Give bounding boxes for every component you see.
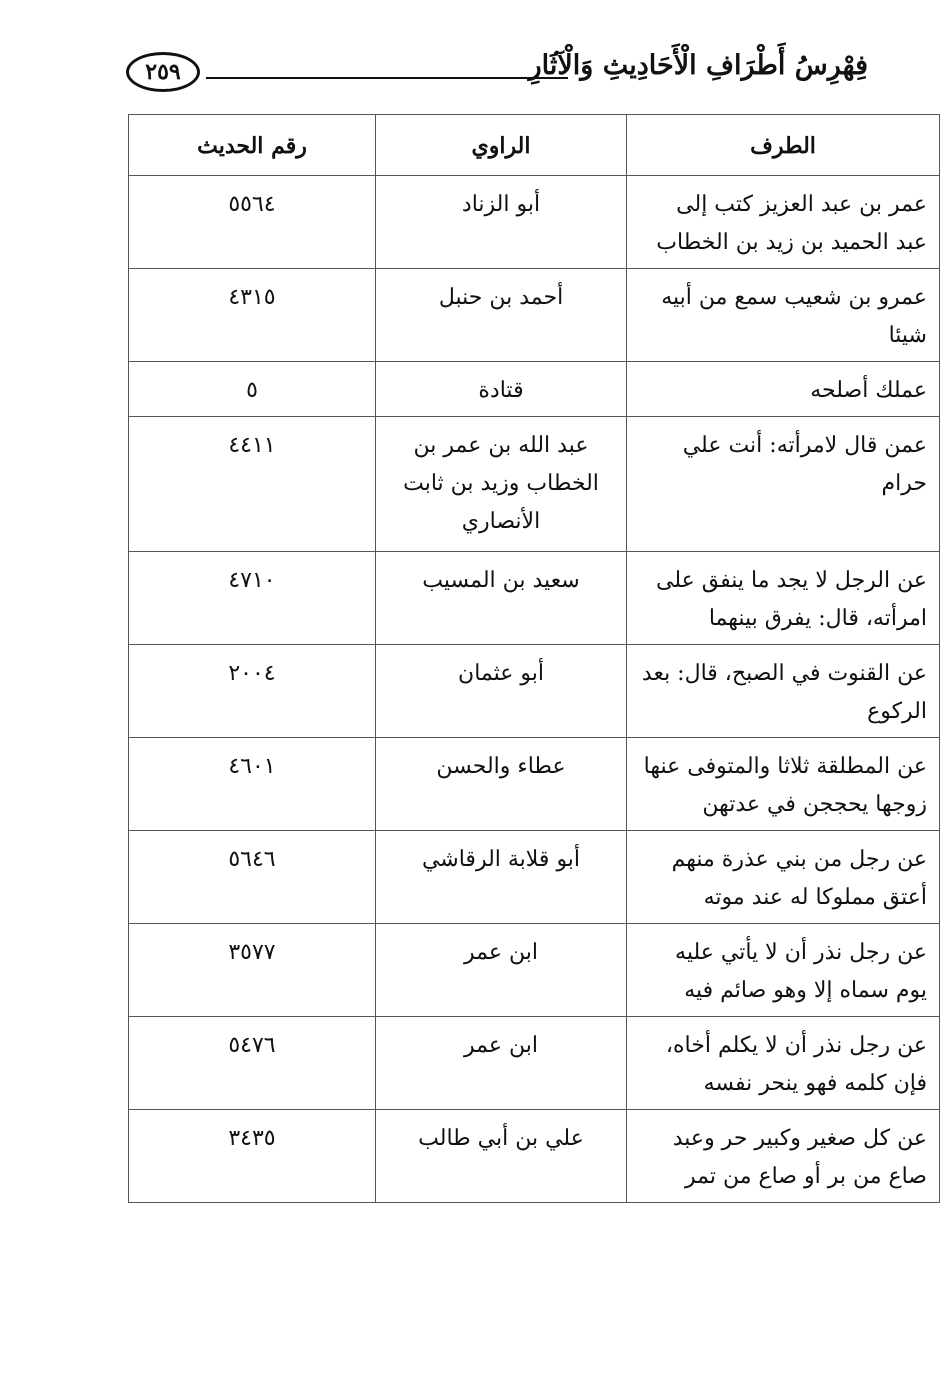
table-row — [129, 269, 940, 362]
taraf-cell: عملك أصلحه — [627, 362, 940, 417]
rawi-cell: عطاء والحسن — [376, 738, 627, 831]
page-title: فِهْرِسُ أَطْرَافِ الْأَحَادِيثِ وَالْآثَارِ — [528, 50, 868, 81]
number-cell: ٤٦٠١ — [129, 738, 376, 831]
table-row — [129, 362, 940, 417]
number-cell: ٤٣١٥ — [129, 269, 376, 362]
table-row — [129, 1017, 940, 1110]
table-header-row — [129, 115, 940, 176]
rawi-cell: ابن عمر — [376, 924, 627, 1017]
rawi-cell: عبد الله بن عمر بن الخطاب وزيد بن ثابت الأنصاري — [376, 417, 627, 552]
table-row — [129, 738, 940, 831]
table-row — [129, 552, 940, 645]
table-row — [129, 176, 940, 269]
page-number: ٢٥٩ — [145, 59, 181, 85]
taraf-cell: عن كل صغير وكبير حر وعبد صاع من بر أو صاع من تمر — [627, 1110, 940, 1203]
page-number-badge — [126, 52, 200, 92]
taraf-cell: عمن قال لامرأته: أنت علي حرام — [627, 417, 940, 552]
taraf-cell: عن المطلقة ثلاثا والمتوفى عنها زوجها يحججن في عدتهن — [627, 738, 940, 831]
taraf-cell: عن القنوت في الصبح، قال: بعد الركوع — [627, 645, 940, 738]
taraf-cell: عمر بن عبد العزيز كتب إلى عبد الحميد بن زيد بن الخطاب — [627, 176, 940, 269]
table-row — [129, 831, 940, 924]
rawi-cell: قتادة — [376, 362, 627, 417]
table-row — [129, 1110, 940, 1203]
column-header-number: رقم الحديث — [129, 115, 376, 176]
taraf-cell: عمرو بن شعيب سمع من أبيه شيئا — [627, 269, 940, 362]
number-cell: ٥ — [129, 362, 376, 417]
rawi-cell: ابن عمر — [376, 1017, 627, 1110]
number-cell: ٥٦٤٦ — [129, 831, 376, 924]
table-row — [129, 645, 940, 738]
rawi-cell: سعيد بن المسيب — [376, 552, 627, 645]
table-row — [129, 924, 940, 1017]
number-cell: ٤٤١١ — [129, 417, 376, 552]
taraf-cell: عن الرجل لا يجد ما ينفق على امرأته، قال: يفرق بينهما — [627, 552, 940, 645]
column-header-taraf: الطرف — [627, 115, 940, 176]
table-row — [129, 417, 940, 552]
hadith-index-table — [128, 114, 940, 1203]
number-cell: ٤٧١٠ — [129, 552, 376, 645]
number-cell: ٣٥٧٧ — [129, 924, 376, 1017]
rawi-cell: أحمد بن حنبل — [376, 269, 627, 362]
number-cell: ٥٥٦٤ — [129, 176, 376, 269]
column-header-rawi: الراوي — [376, 115, 627, 176]
rawi-cell: أبو قلابة الرقاشي — [376, 831, 627, 924]
number-cell: ٥٤٧٦ — [129, 1017, 376, 1110]
number-cell: ٣٤٣٥ — [129, 1110, 376, 1203]
taraf-cell: عن رجل من بني عذرة منهم أعتق مملوكا له عند موته — [627, 831, 940, 924]
number-cell: ٢٠٠٤ — [129, 645, 376, 738]
taraf-cell: عن رجل نذر أن لا يأتي عليه يوم سماه إلا وهو صائم فيه — [627, 924, 940, 1017]
rawi-cell: علي بن أبي طالب — [376, 1110, 627, 1203]
taraf-cell: عن رجل نذر أن لا يكلم أخاه، فإن كلمه فهو ينحر نفسه — [627, 1017, 940, 1110]
header-rule — [206, 77, 568, 79]
page-header — [120, 48, 868, 104]
rawi-cell: أبو عثمان — [376, 645, 627, 738]
rawi-cell: أبو الزناد — [376, 176, 627, 269]
